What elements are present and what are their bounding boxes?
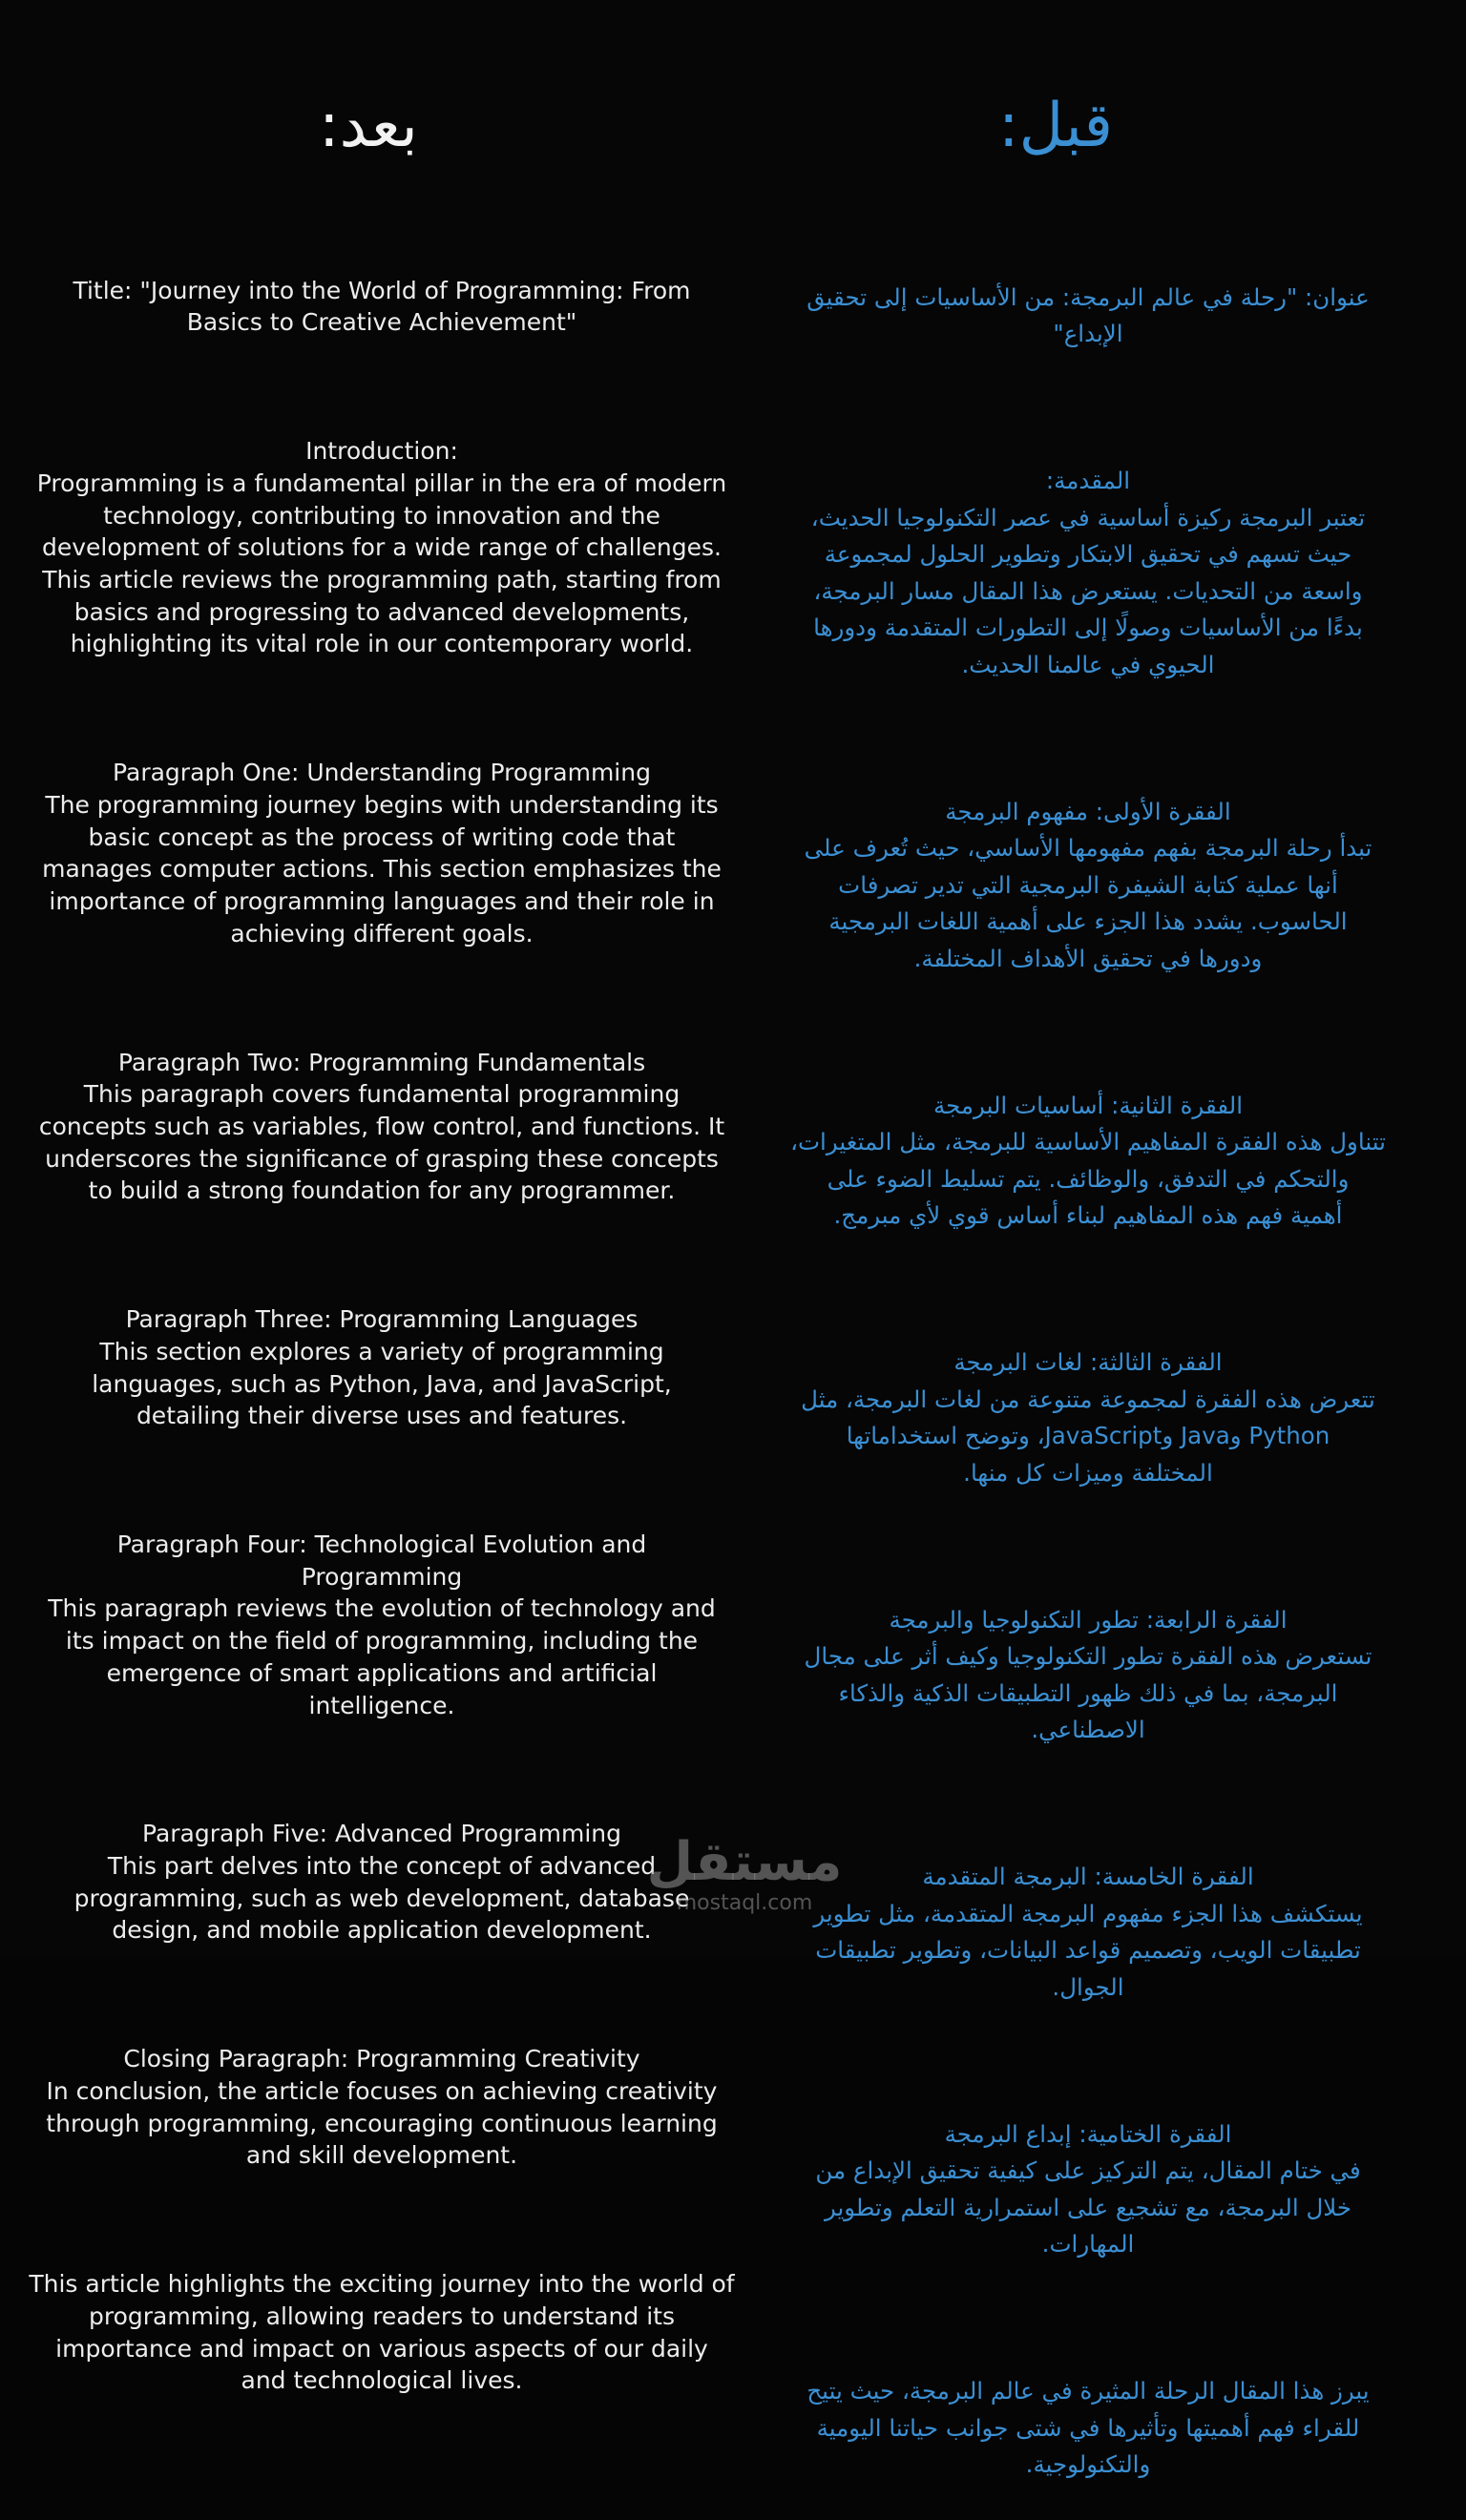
arabic-closing-paragraph: الفقرة الختامية: إبداع البرمجة في ختام المقال، يتم التركيز على كيفية تحقيق الإبداع من خلال البرمجة، مع تشجيع على استمرارية التعلم وتطوير المهارات. [815, 2119, 1361, 2258]
english-paragraph-one: Paragraph One: Understanding Programming The programming journey begins with understanding its basic concept as the process of writing code that manages computer actions. This section emphasizes the importance of programming languages and their role in achieving different goals. [42, 759, 722, 948]
before-heading: قبل: [998, 91, 1113, 161]
arabic-paragraph-four: الفقرة الرابعة: تطور التكنولوجيا والبرمجة تستعرض هذه الفقرة تطور التكنولوجيا وكيف أثر على مجال البرمجة، بما في ذلك ظهور التطبيقات الذكية والذكاء الاصطناعي. [804, 1605, 1372, 1743]
arabic-paragraph-two: الفقرة الثانية: أساسيات البرمجة تتناول هذه الفقرة المفاهيم الأساسية للبرمجة، مثل المتغيرات، والتحكم في التدفق، والوظائف. يتم تسليط الضوء على أهمية فهم هذه المفاهيم لبناء أساس قوي لأي مبرمج. [790, 1091, 1386, 1229]
arabic-title: عنوان: "رحلة في عالم البرمجة: من الأساسيات إلى تحقيق الإبداع" [806, 282, 1370, 347]
mostaql-logo: مستقل [646, 1831, 843, 1893]
after-heading: بعد: [319, 91, 418, 161]
english-paragraph-three: Paragraph Three: Programming Languages This section explores a variety of programming languages, such as Python, Java, and JavaScript, detailing their diverse uses and features. [92, 1305, 672, 1430]
english-closing-paragraph: Closing Paragraph: Programming Creativity In conclusion, the article focuses on achieving creativity through programming, encouraging continuous learning and skill development. [46, 2045, 718, 2170]
arabic-paragraph-one: الفقرة الأولى: مفهوم البرمجة تبدأ رحلة البرمجة بفهم مفهومها الأساسي، حيث تُعرف على أنها عملية كتابة الشيفرة البرمجية التي تدير تصرفات الحاسوب. يشدد هذا الجزء على أهمية اللغات البرمجية ودورها في تحقيق الأهداف المختلفة. [804, 797, 1372, 972]
arabic-column [749, 242, 1427, 2520]
english-paragraph-four: Paragraph Four: Technological Evolution and Programming This paragraph reviews the evolution of technology and its impact on the field of programming, including the emergence of smart applications and artificial intelligence. [48, 1531, 716, 1719]
arabic-paragraph-three: الفقرة الثالثة: لغات البرمجة تتعرض هذه الفقرة لمجموعة متنوعة من لغات البرمجة، مثل Python وJava وJavaScript، وتوضح استخداماتها المختلفة وميزات كل منها. [801, 1348, 1375, 1487]
english-column [10, 242, 754, 2429]
english-summary: This article highlights the exciting journey into the world of programming, allowing readers to understand its importance and impact on various aspects of our daily and technological lives. [29, 2270, 735, 2395]
arabic-paragraph-five: الفقرة الخامسة: البرمجة المتقدمة يستكشف هذا الجزء مفهوم البرمجة المتقدمة، مثل تطوير تطبيقات الويب، وتصميم قواعد البيانات، وتطوير تطبيقات الجوال. [813, 1863, 1363, 2001]
mostaql-watermark [611, 1831, 878, 1916]
english-introduction: Introduction: Programming is a fundamental pillar in the era of modern technology, contributing to innovation and the development of solutions for a wide range of challenges. This article reviews the programming path, starting from basics and progressing to advanced developments, highlighting its vital role in our contemporary world. [36, 437, 727, 658]
arabic-introduction: المقدمة: تعتبر البرمجة ركيزة أساسية في عصر التكنولوجيا الحديث، حيث تسهم في تحقيق الابتكار وتطوير الحلول لمجموعة واسعة من التحديات. يستعرض هذا المقال مسار البرمجة، بدءًا من الأساسيات وصولًا إلى التطورات المتقدمة ودورها الحيوي في عالمنا الحديث. [810, 467, 1366, 678]
mostaql-url: mostaql.com [676, 1891, 813, 1915]
arabic-summary: يبرز هذا المقال الرحلة المثيرة في عالم البرمجة، حيث يتيح للقراء فهم أهميتها وتأثيرها في شتى جوانب حياتنا اليومية والتكنولوجية. [806, 2377, 1370, 2478]
english-title: Title: "Journey into the World of Programming: From Basics to Creative Achievement" [73, 276, 691, 337]
english-paragraph-five: Paragraph Five: Advanced Programming This part delves into the concept of advanced programming, such as web development, database design, and mobile application development. [73, 1820, 690, 1945]
english-paragraph-two: Paragraph Two: Programming Fundamentals This paragraph covers fundamental programming concepts such as variables, flow control, and functions. It underscores the significance of grasping these concepts to build a strong foundation for any programmer. [38, 1048, 725, 1205]
